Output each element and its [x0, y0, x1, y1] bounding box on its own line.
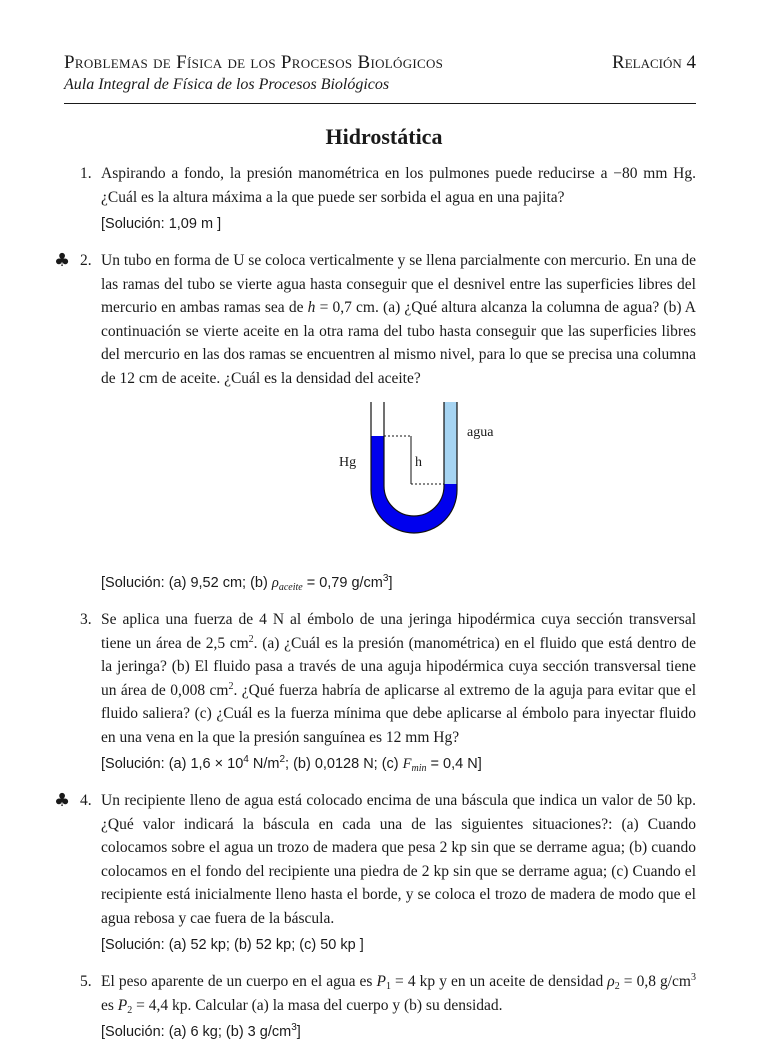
problem-number: 1. [80, 165, 92, 182]
problem-text: Se aplica una fuerza de 4 N al émbolo de una jeringa hipodérmica cuya sección transversal tiene un área de 2,5 $cm^2$. (a) ¿Cuál es la presión (manométrica) en el fluido que está dentro de la jeringa? (b) El fluido pasa a través de una aguja hipodérmica cuya sección transversal tiene un área de 0,008 $cm^2$. ¿Qué fuerza habría de aplicarse al extremo de la aguja para evitar que el fluido saliera? (c) ¿Cuál es la fuerza mínima que debe aplicarse al émbolo para inyectar fluido en una vena en la que la presión sanguínea es 12 mm Hg? [101, 611, 697, 746]
problem-1 [64, 162, 696, 235]
tube-inner [384, 402, 444, 516]
problem-text: El peso aparente de un cuerpo en el agua es $P_1 = 4$ kp y en un aceite de densidad $\rho_2 = 0,8$ $g/cm^3$ es $P_2 = 4,4$ kp. Calcular (a) la masa del cuerpo y (b) su densidad. [101, 972, 696, 1016]
problem-2 [54, 249, 696, 594]
label-h: h [415, 455, 422, 470]
u-tube-figure [101, 398, 696, 568]
problem-4 [54, 789, 696, 956]
relation-number: Relación 4 [612, 52, 696, 73]
course-subtitle: Aula Integral de Física de los Procesos Biológicos [64, 76, 390, 93]
problem-number: 4. [80, 792, 92, 809]
label-agua: agua [467, 425, 494, 440]
problem-text: Aspirando a fondo, la presión manométrica en los pulmones puede reducirse a −80 mm Hg. ¿Cuál es la altura máxima a la que puede ser sorbida el agua en una pajita? [101, 165, 696, 206]
header-rule [64, 103, 696, 104]
u-tube-diagram [331, 398, 511, 548]
problem-number: 2. [80, 252, 92, 269]
water-column [444, 402, 457, 484]
problem-solution: [Solución: (a) 52 kp; (b) 52 kp; (c) 50 kp ] [101, 937, 364, 953]
problem-text: Un recipiente lleno de agua está colocado encima de una báscula que indica un valor de 50 kp. ¿Qué valor indicará la báscula en cada una de las siguientes situaciones?: (a) Cuando colocamos sobre el agua un trozo de madera que pesa 2 kp sin que se derrame agua; (b) cuando colocamos en el fondo del recipiente una piedra de 2 kp sin que se derrame agua; (c) Cuando el recipiente está inicialmente lleno hasta el borde, y se coloca el trozo de madera de modo que el agua rebosa y cae fuera de la báscula. [101, 792, 696, 927]
label-hg: Hg [339, 455, 357, 470]
problem-text: Un tubo en forma de U se coloca verticalmente y se llena parcialmente con mercurio. En una de las ramas del tubo se vierte agua hasta conseguir que el desnivel entre las superficies libres del mercurio en ambas ramas sea de h = 0,7 cm. (a) ¿Qué altura alcanza la columna de agua? (b) A continuación se vierte aceite en la otra rama del tubo hasta conseguir que las superficies libres del mercurio en las dos ramas se encuentren al mismo nivel, para lo que se precisa una columna de 12 cm de aceite. ¿Cuál es la densidad del aceite? [101, 252, 696, 387]
page-title: Hidrostática [325, 124, 443, 149]
problem-3 [64, 608, 696, 775]
course-title: Problemas de Física de los Procesos Biológicos [64, 52, 444, 73]
problem-number: 5. [80, 973, 92, 990]
problem-solution: [Solución: (a) 9,52 cm; (b) $\rho_{aceite} = 0,79$ $g/cm^3$] [101, 573, 393, 593]
problem-5 [64, 970, 696, 1043]
club-icon: ♣ [54, 790, 71, 811]
page-header [64, 52, 696, 94]
problem-solution: [Solución: (a) 6 kg; (b) 3 $g/cm^3$] [101, 1022, 301, 1040]
problem-list [54, 162, 697, 1057]
problem-solution: [Solución: 1,09 m ] [101, 216, 222, 232]
problem-number: 3. [80, 611, 92, 628]
problem-solution: [Solución: (a) $1,6 \times 10^4$ $N/m^2$; (b) 0,0128 N; (c) $F_{min} = 0,4$ N] [101, 754, 482, 774]
club-icon: ♣ [54, 250, 71, 271]
